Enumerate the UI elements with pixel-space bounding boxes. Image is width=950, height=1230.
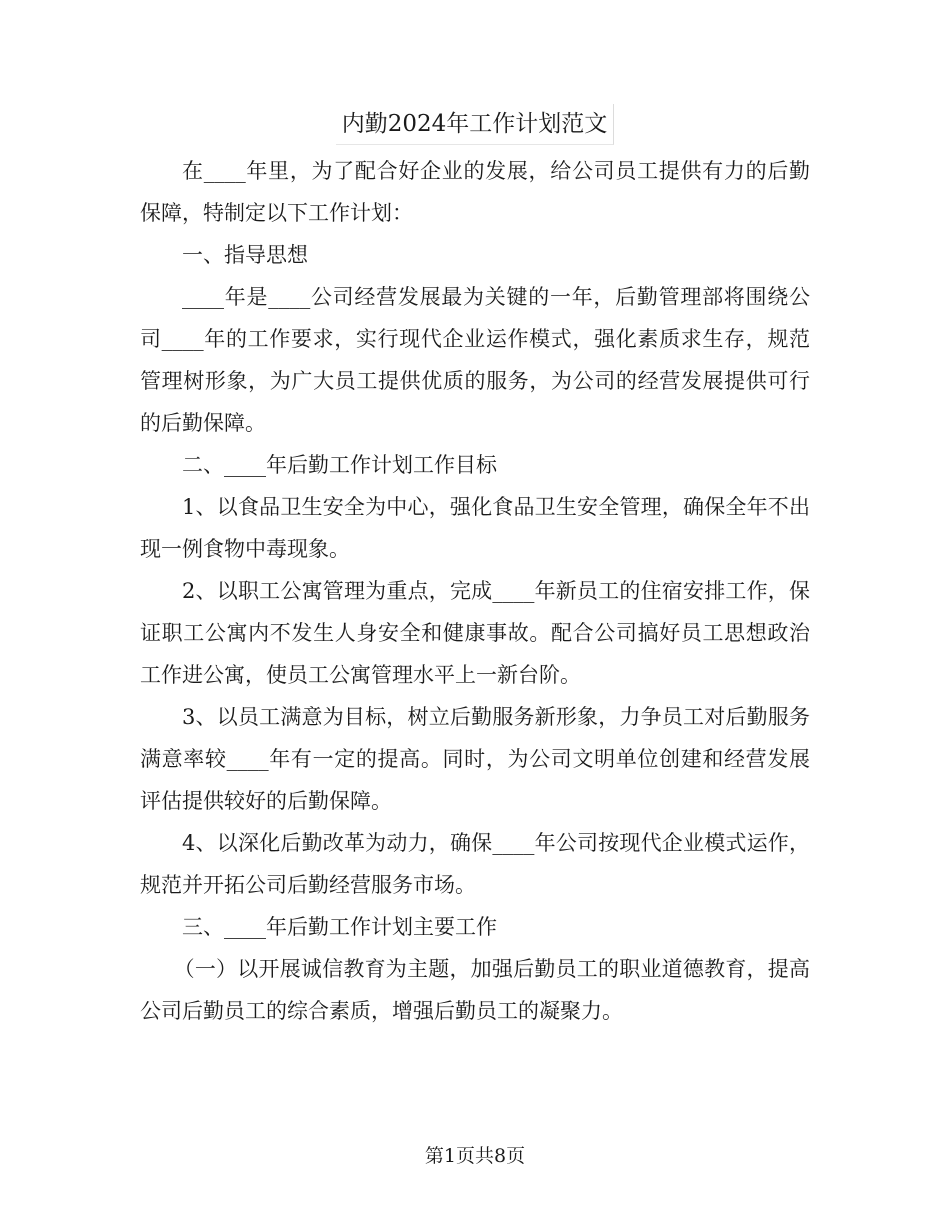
paragraph-goal-1: 1、以食品卫生安全为中心，强化食品卫生安全管理，确保全年不出现一例食物中毒现象。: [140, 495, 810, 561]
paragraph-goal-3: 3、以员工满意为目标，树立后勤服务新形象，力争员工对后勤服务满意率较____年有一定的提高。同时，为公司文明单位创建和经营发展评估提供较好的后勤保障。: [140, 705, 810, 813]
paragraph-intro: 在____年里，为了配合好企业的发展，给公司员工提供有力的后勤保障，特制定以下工作计划：: [140, 159, 810, 225]
paragraph-guiding-ideology: ____年是____公司经营发展最为关键的一年，后勤管理部将围绕公司____年的工作要求，实行现代企业运作模式，强化素质求生存，规范管理树形象，为广大员工提供优质的服务，为公司的经营发展提供可行的后勤保障。: [140, 285, 810, 435]
paragraph-goal-2: 2、以职工公寓管理为重点，完成____年新员工的住宿安排工作，保证职工公寓内不发生人身安全和健康事故。配合公司搞好员工思想政治工作进公寓，使员工公寓管理水平上一新台阶。: [140, 579, 810, 687]
paragraph-goal-4: 4、以深化后勤改革为动力，确保____年公司按现代企业模式运作，规范并开拓公司后勤经营服务市场。: [140, 831, 810, 897]
paragraph-main-work-1: （一）以开展诚信教育为主题，加强后勤员工的职业道德教育，提高公司后勤员工的综合素质，增强后勤员工的凝聚力。: [140, 957, 810, 1023]
document-body: [140, 150, 810, 1032]
document-title-text: 内勤2024年工作计划范文: [336, 104, 615, 145]
heading-main-work: 三、____年后勤工作计划主要工作: [182, 915, 497, 939]
heading-guiding-ideology: 一、指导思想: [182, 243, 308, 267]
document-title: [0, 104, 950, 145]
page-number: 第1页共8页: [424, 1145, 526, 1167]
heading-work-goals: 二、____年后勤工作计划工作目标: [182, 453, 497, 477]
